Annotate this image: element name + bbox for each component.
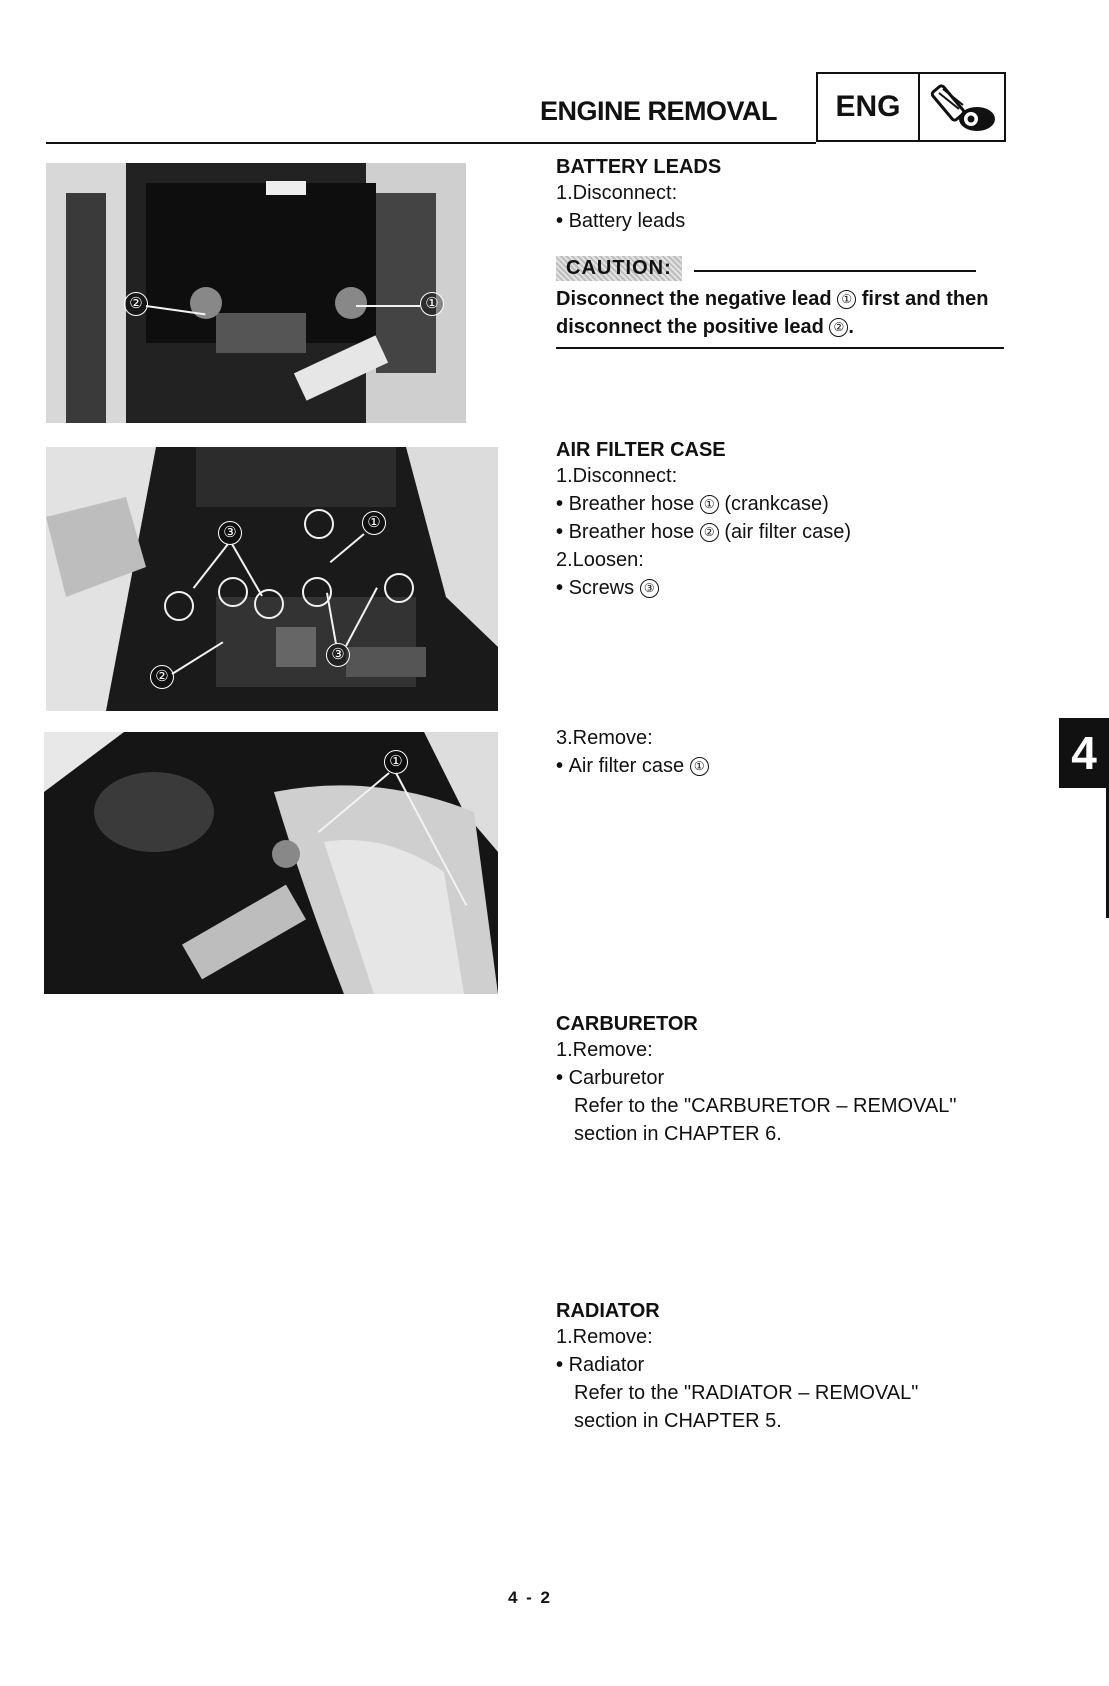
chapter-tab: 4 [1059, 718, 1109, 788]
circled-number: ② [829, 318, 848, 337]
list-item [556, 518, 1016, 546]
circled-number: ② [700, 523, 719, 542]
ring-marker [384, 573, 414, 603]
callout-3: ③ [218, 521, 242, 545]
caution-part: Disconnect the negative lead [556, 288, 832, 310]
step: 1.Remove: [556, 1326, 653, 1348]
caution-rule-bottom [556, 347, 1004, 349]
page-number: 4 - 2 [508, 1588, 553, 1607]
step: 3.Remove: [556, 727, 653, 749]
circled-number: ① [690, 757, 709, 776]
list-item [556, 1351, 1016, 1379]
leader-line [356, 305, 420, 307]
reference-text: Refer to the "CARBURETOR – REMOVAL" [574, 1095, 957, 1117]
caution-label: CAUTION: [556, 256, 682, 281]
section-title: CARBURETOR [556, 1013, 698, 1035]
reference-text: section in CHAPTER 6. [574, 1123, 782, 1145]
callout-1: ① [384, 750, 408, 774]
section-code: ENG [818, 74, 920, 140]
ring-marker [164, 591, 194, 621]
step: 1.Remove: [556, 1039, 653, 1061]
item-text: Battery leads [568, 210, 686, 232]
item-note: (air filter case) [724, 521, 852, 543]
list-item [556, 1064, 1016, 1092]
item-text: Carburetor [568, 1067, 665, 1089]
caution-text: Disconnect the negative lead ① first and then disconnect the positive lead ② . [556, 288, 989, 338]
callout-2: ② [124, 292, 148, 316]
item-text: Radiator [568, 1354, 645, 1376]
section-badge [816, 72, 1006, 142]
list-item [556, 752, 1016, 780]
step: 2.Loosen: [556, 549, 644, 571]
page-title: ENGINE REMOVAL [540, 96, 778, 126]
list-item [556, 207, 1016, 235]
callout-3: ③ [326, 643, 350, 667]
section-title: RADIATOR [556, 1300, 660, 1322]
item-text: Breather hose [568, 493, 695, 515]
airfilter-remove-section [556, 724, 1016, 780]
list-item [556, 490, 1016, 518]
circled-number: ① [837, 290, 856, 309]
step: 1.Disconnect: [556, 182, 678, 204]
air-filter-photo [46, 447, 498, 711]
section-title: AIR FILTER CASE [556, 439, 726, 461]
callout-2: ② [150, 665, 174, 689]
caution-part: first and then disconnect the positive lead [556, 288, 989, 338]
circled-number: ① [700, 495, 719, 514]
item-text: Breather hose [568, 521, 695, 543]
reference-text: section in CHAPTER 5. [574, 1410, 782, 1432]
battery-leads-photo [46, 163, 466, 423]
section-title: BATTERY LEADS [556, 156, 722, 178]
callout-1: ① [420, 292, 444, 316]
circled-number: ③ [640, 579, 659, 598]
carburetor-section [556, 1013, 1016, 1148]
header-rule [46, 142, 816, 144]
airfilter-section [556, 439, 1016, 602]
ring-marker [218, 577, 248, 607]
caution-rule [694, 270, 976, 272]
air-filter-remove-photo [44, 732, 498, 994]
caution-box [556, 256, 1004, 349]
wrench-engine-icon [920, 74, 1004, 140]
item-note: (crankcase) [724, 493, 829, 515]
radiator-section [556, 1300, 1016, 1435]
list-item [556, 574, 1016, 602]
item-text: Air filter case [568, 755, 685, 777]
battery-section [556, 156, 1016, 235]
ring-marker [304, 509, 334, 539]
reference-text: Refer to the "RADIATOR – REMOVAL" [574, 1382, 919, 1404]
item-text: Screws [568, 577, 635, 599]
step: 1.Disconnect: [556, 465, 678, 487]
callout-1: ① [362, 511, 386, 535]
